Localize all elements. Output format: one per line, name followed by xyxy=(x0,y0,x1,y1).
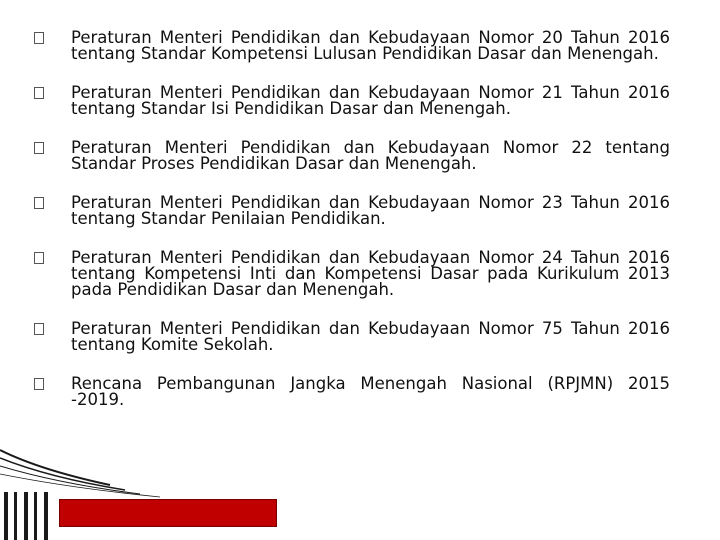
placeholder-box-icon xyxy=(34,87,44,99)
placeholder-box-icon xyxy=(34,378,44,390)
list-item-text: Peraturan Menteri Pendidikan dan Kebudayaan Nomor 75 Tahun 2016 tentang Komite Sekolah. xyxy=(71,319,670,354)
list-item-text: Peraturan Menteri Pendidikan dan Kebudayaan Nomor 23 Tahun 2016 tentang Standar Penilaian Pendidikan. xyxy=(71,193,670,228)
placeholder-box-icon xyxy=(34,252,44,264)
list-item xyxy=(34,30,670,62)
list-item xyxy=(34,195,670,227)
placeholder-box-icon xyxy=(34,197,44,209)
list-item xyxy=(34,85,670,117)
list-item-text: Peraturan Menteri Pendidikan dan Kebudayaan Nomor 21 Tahun 2016 tentang Standar Isi Pendidikan Dasar dan Menengah. xyxy=(71,83,670,118)
reference-list xyxy=(34,30,670,431)
list-item xyxy=(34,140,670,172)
list-item xyxy=(34,250,670,298)
list-item-text: Peraturan Menteri Pendidikan dan Kebudayaan Nomor 22 tentang Standar Proses Pendidikan Dasar dan Menengah. xyxy=(71,138,670,173)
placeholder-box-icon xyxy=(34,32,44,44)
list-item-text: Rencana Pembangunan Jangka Menengah Nasional (RPJMN) 2015 -2019. xyxy=(71,374,670,409)
placeholder-box-icon xyxy=(34,142,44,154)
list-item-text: Peraturan Menteri Pendidikan dan Kebudayaan Nomor 20 Tahun 2016 tentang Standar Kompetensi Lulusan Pendidikan Dasar dan Menengah. xyxy=(71,28,670,63)
list-item-text: Peraturan Menteri Pendidikan dan Kebudayaan Nomor 24 Tahun 2016 tentang Kompetensi Inti dan Kompetensi Dasar pada Kurikulum 2013 pada Pendidikan Dasar dan Menengah. xyxy=(71,248,670,299)
list-item xyxy=(34,321,670,353)
list-item xyxy=(34,376,670,408)
footer-accent-bar xyxy=(59,499,277,527)
placeholder-box-icon xyxy=(34,323,44,335)
